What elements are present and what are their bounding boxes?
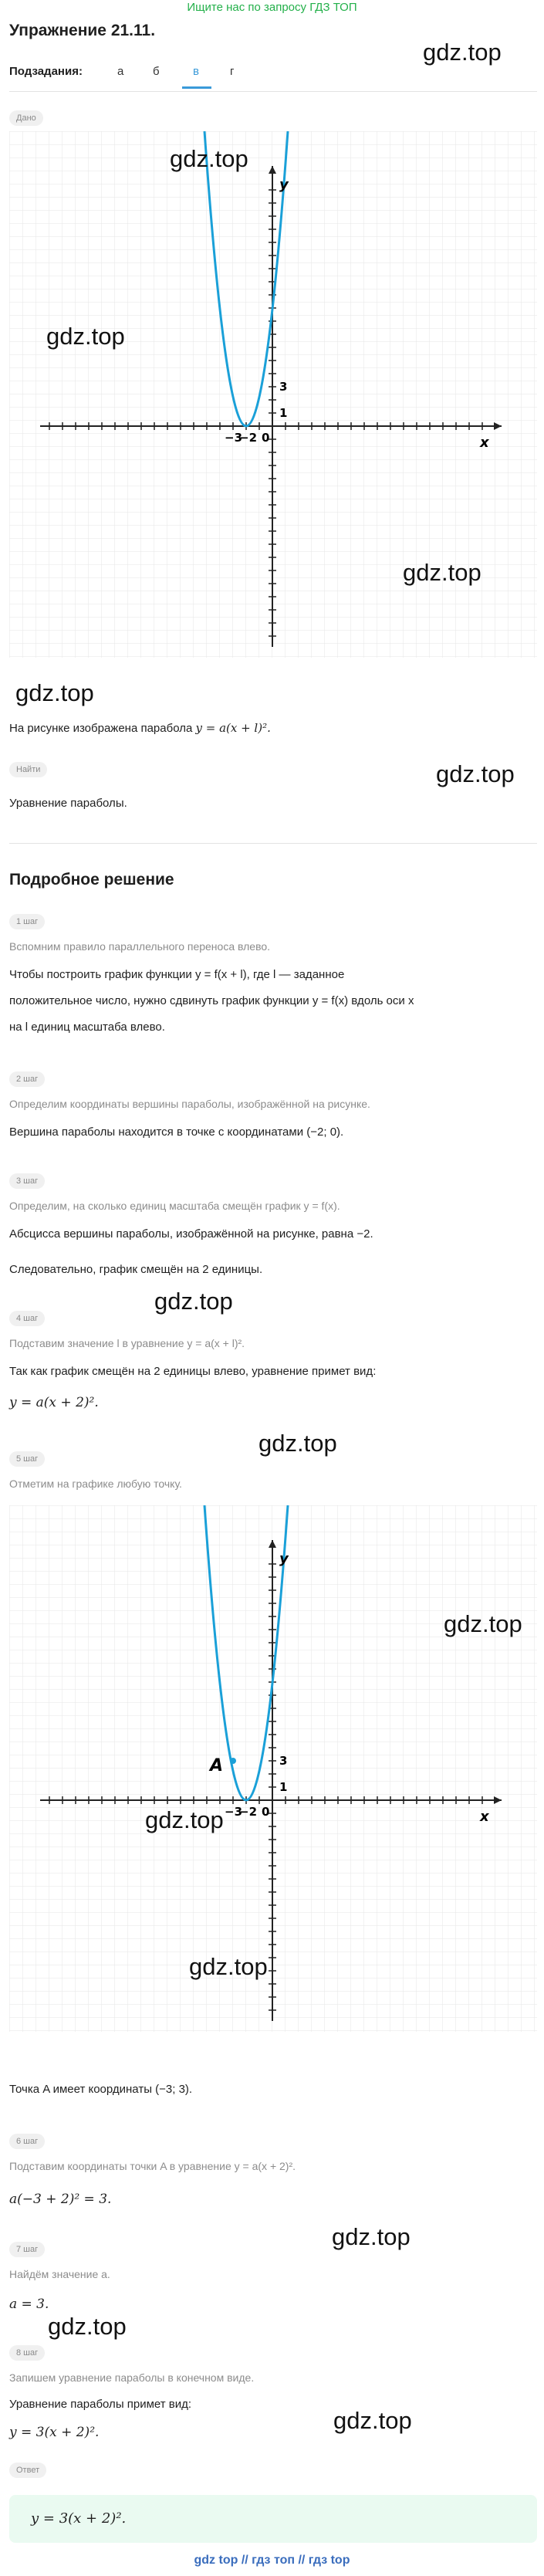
step-badge: 3 шаг <box>9 1173 45 1189</box>
given-badge: Дано <box>9 110 43 126</box>
x-axis-label: x <box>480 1809 489 1825</box>
step-line: y = a(x + 2)². <box>9 1395 99 1410</box>
watermark: gdz.top <box>436 760 515 787</box>
watermark: gdz.top <box>48 2313 127 2340</box>
step-line: Чтобы построить график функции y = f(x + l), где l — заданное <box>9 968 345 981</box>
divider <box>9 91 537 92</box>
page-title: Упражнение 21.11. <box>9 22 156 39</box>
step-line: y = 3(x + 2)². <box>9 2425 100 2440</box>
origin-label: 0 <box>262 1805 270 1819</box>
tick-label-x: −2 <box>239 1805 258 1819</box>
step-note: Найдём значение a. <box>9 2268 110 2280</box>
step-line: на l единиц масштаба влево. <box>9 1021 165 1034</box>
step-line: Уравнение параболы примет вид: <box>9 2398 192 2411</box>
step-line: Вершина параболы находится в точке с координатами (−2; 0). <box>9 1126 344 1139</box>
watermark: gdz.top <box>170 145 248 172</box>
step-note: Отметим на графике любую точку. <box>9 1478 182 1490</box>
tick-label-x: −3 <box>225 431 243 445</box>
step-line: a(−3 + 2)² = 3. <box>9 2192 112 2207</box>
step-line: Следовательно, график смещён на 2 единицы. <box>9 1263 263 1276</box>
step-line: Абсцисса вершины параболы, изображённой на рисунке, равна −2. <box>9 1227 373 1241</box>
step-badge: 2 шаг <box>9 1071 45 1087</box>
step-badge: 6 шаг <box>9 2134 45 2149</box>
step-line: положительное число, нужно сдвинуть график функции y = f(x) вдоль оси x <box>9 994 414 1007</box>
step-badge: 8 шаг <box>9 2345 45 2361</box>
tick-label-y: 3 <box>279 1754 288 1768</box>
watermark: gdz.top <box>333 2407 412 2434</box>
find-text: Уравнение параболы. <box>9 797 127 810</box>
find-badge: Найти <box>9 762 47 777</box>
step-badge: 1 шаг <box>9 914 45 929</box>
step-line: a = 3. <box>9 2297 49 2312</box>
answer-box <box>9 2495 537 2543</box>
y-axis-label: y <box>279 177 289 193</box>
tab-a[interactable]: а <box>117 65 124 78</box>
tab-g[interactable]: г <box>230 65 235 78</box>
tab-v[interactable]: в <box>193 65 199 78</box>
subtasks-label: Подзадания: <box>9 65 83 78</box>
watermark: gdz.top <box>15 679 94 706</box>
origin-label: 0 <box>262 431 270 445</box>
step-note: Подставим координаты точки A в уравнение y = a(x + 2)². <box>9 2160 296 2172</box>
tab-b[interactable]: б <box>153 65 160 78</box>
tick-label-x: −2 <box>239 431 258 445</box>
step-badge: 4 шаг <box>9 1311 45 1326</box>
step-badge: 7 шаг <box>9 2242 45 2257</box>
step-badge: 5 шаг <box>9 1451 45 1467</box>
watermark: gdz.top <box>403 559 481 586</box>
tick-label-x: −3 <box>225 1805 243 1819</box>
parabola-graph-with-point <box>9 1505 537 2032</box>
watermark: gdz.top <box>423 39 502 66</box>
tick-label-y: 3 <box>279 380 288 394</box>
point-a <box>230 1758 236 1764</box>
answer-badge: Ответ <box>9 2463 46 2478</box>
watermark: gdz.top <box>332 2223 411 2250</box>
step-note: Определим координаты вершины параболы, изображённой на рисунке. <box>9 1098 370 1110</box>
step-note: Запишем уравнение параболы в конечном виде. <box>9 2371 255 2384</box>
step5-graph <box>9 1505 537 2032</box>
divider <box>9 843 537 844</box>
watermark: gdz.top <box>189 1953 268 1980</box>
active-tab-indicator <box>182 86 211 89</box>
watermark: gdz.top <box>154 1288 233 1315</box>
top-banner[interactable]: Ищите нас по запросу ГДЗ ТОП <box>187 1 357 14</box>
x-axis-label: x <box>480 435 489 451</box>
step-line: Точка A имеет координаты (−3; 3). <box>9 2083 193 2096</box>
step-line: Так как график смещён на 2 единицы влево, уравнение примет вид: <box>9 1365 377 1378</box>
watermark: gdz.top <box>444 1610 522 1637</box>
step-note: Определим, на сколько единиц масштаба смещён график y = f(x). <box>9 1200 340 1212</box>
step-note: Вспомним правило параллельного переноса влево. <box>9 940 271 953</box>
given-formula: y = a(x + l)². <box>195 721 271 735</box>
watermark: gdz.top <box>258 1430 337 1457</box>
watermark: gdz.top <box>145 1806 224 1833</box>
watermark: gdz.top <box>46 323 125 350</box>
footer-links[interactable]: gdz top // гдз топ // гдз top <box>194 2554 350 2567</box>
y-axis-label: y <box>279 1551 289 1567</box>
solution-title: Подробное решение <box>9 871 174 889</box>
step-note: Подставим значение l в уравнение y = a(x + l)². <box>9 1337 245 1349</box>
given-text: На рисунке изображена парабола y = a(x + l)². <box>9 721 271 735</box>
point-a-label: A <box>210 1756 224 1775</box>
tick-label-y: 1 <box>279 406 288 420</box>
tick-label-y: 1 <box>279 1780 288 1794</box>
answer-text: y = 3(x + 2)². <box>31 2510 127 2527</box>
